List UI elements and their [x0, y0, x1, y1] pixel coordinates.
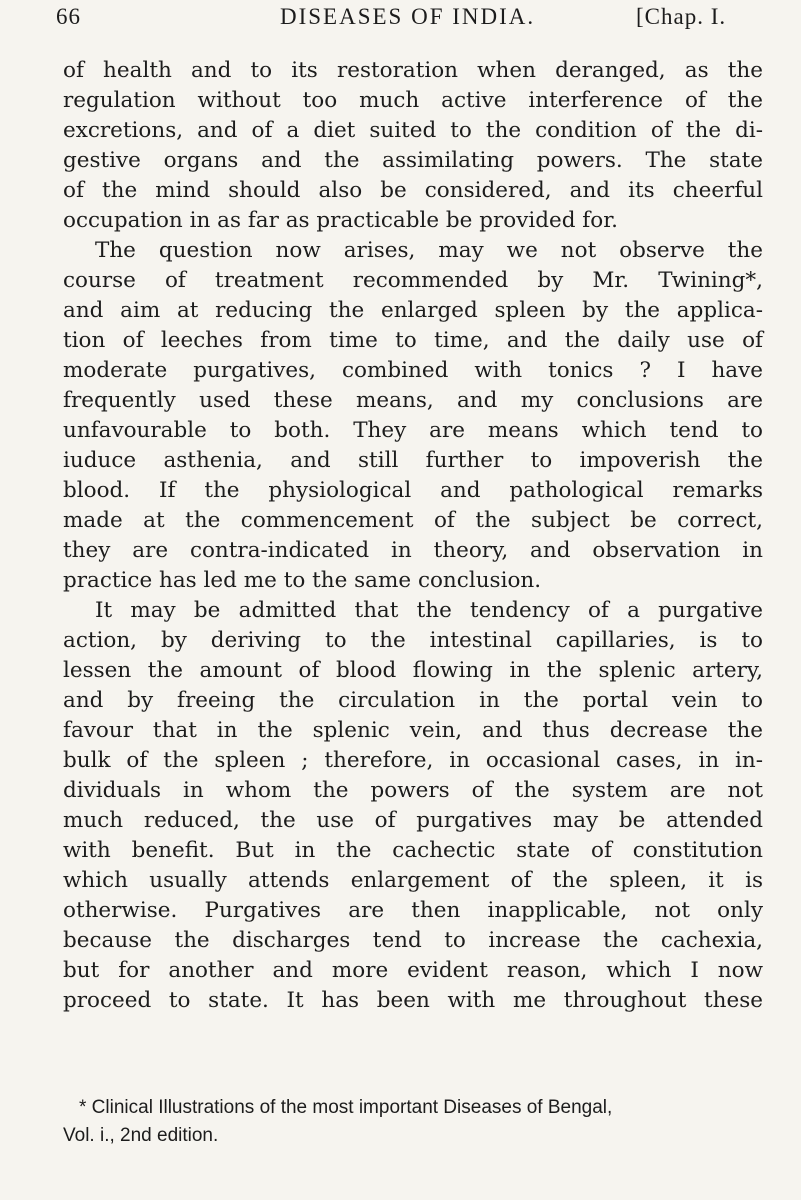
text-line: bulk of the spleen ; therefore, in occasional cases, in in-	[63, 748, 763, 773]
text-line: of health and to its restoration when deranged, as the	[63, 58, 763, 83]
text-line: proceed to state. It has been with me throughout these	[63, 988, 763, 1013]
text-line: with benefit. But in the cachectic state of constitution	[63, 838, 763, 863]
text-line: unfavourable to both. They are means which tend to	[63, 418, 763, 443]
text-line: they are contra-indicated in theory, and observation in	[63, 538, 763, 563]
chapter-reference: [Chap. I.	[636, 4, 727, 29]
text-line: which usually attends enlargement of the spleen, it is	[63, 868, 763, 893]
text-line: iuduce asthenia, and still further to impoverish the	[63, 448, 763, 473]
text-line: tion of leeches from time to time, and the daily use of	[63, 328, 763, 353]
text-line: regulation without too much active interference of the	[63, 88, 763, 113]
text-line: blood. If the physiological and pathological remarks	[63, 478, 763, 503]
text-line: lessen the amount of blood flowing in the splenic artery,	[63, 658, 763, 683]
running-title: DISEASES OF INDIA.	[280, 4, 536, 29]
text-line: action, by deriving to the intestinal capillaries, is to	[63, 628, 763, 653]
text-line: moderate purgatives, combined with tonics ? I have	[63, 358, 763, 383]
text-line: favour that in the splenic vein, and thus decrease the	[63, 718, 763, 743]
text-line: course of treatment recommended by Mr. Twining*,	[63, 268, 763, 293]
text-line: practice has led me to the same conclusion.	[63, 568, 542, 593]
text-line: and aim at reducing the enlarged spleen by the applica-	[63, 298, 763, 323]
text-line: otherwise. Purgatives are then inapplicable, not only	[63, 898, 763, 923]
text-line: made at the commencement of the subject be correct,	[63, 508, 763, 533]
text-line: because the discharges tend to increase the cachexia,	[63, 928, 763, 953]
text-line: gestive organs and the assimilating powers. The state	[63, 148, 763, 173]
body-text	[63, 56, 763, 1016]
text-line: The question now arises, may we not observe the	[95, 238, 763, 263]
text-line: dividuals in whom the powers of the system are not	[63, 778, 763, 803]
page-header	[56, 4, 756, 34]
text-line: and by freeing the circulation in the portal vein to	[63, 688, 763, 713]
text-line: but for another and more evident reason, which I now	[63, 958, 763, 983]
text-line: of the mind should also be considered, and its cheerful	[63, 178, 763, 203]
text-line: much reduced, the use of purgatives may be attended	[63, 808, 763, 833]
footnote	[63, 1094, 763, 1150]
page-number: 66	[56, 4, 81, 29]
footnote-line: * Clinical Illustrations of the most important Diseases of Bengal,	[79, 1097, 613, 1118]
text-line: frequently used these means, and my conclusions are	[63, 388, 763, 413]
text-line: occupation in as far as practicable be provided for.	[63, 208, 618, 233]
text-line: It may be admitted that the tendency of a purgative	[95, 598, 763, 623]
footnote-line: Vol. i., 2nd edition.	[63, 1125, 219, 1146]
text-line: excretions, and of a diet suited to the condition of the di-	[63, 118, 763, 143]
